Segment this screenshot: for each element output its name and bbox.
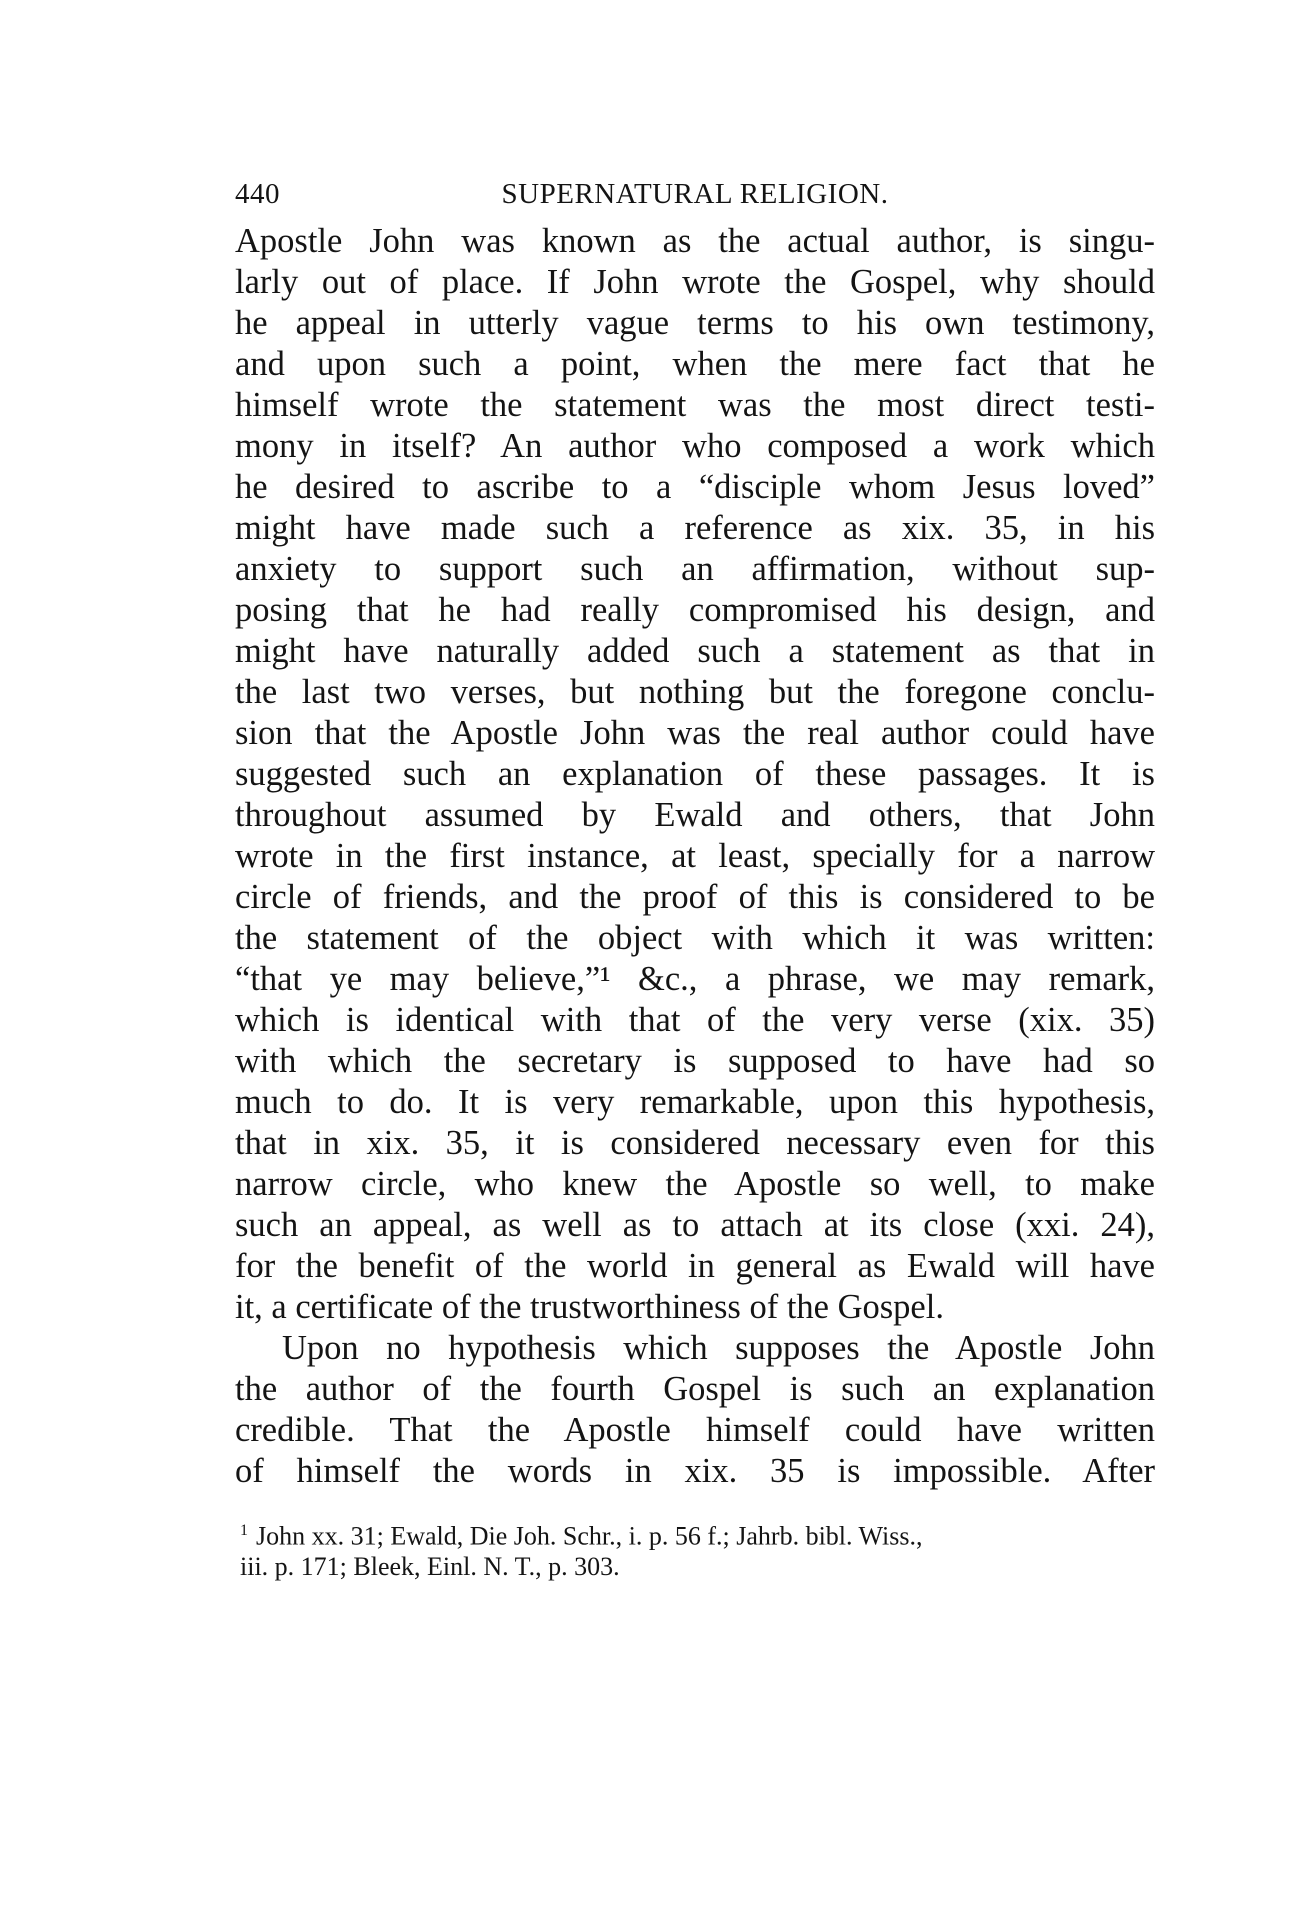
text-line: Upon no hypothesis which supposes the Apostle John [282, 1329, 1155, 1367]
footnote-mark: 1 [240, 1522, 248, 1539]
text-line: for the benefit of the world in general as Ewald will have [235, 1247, 1155, 1285]
text-line: suggested such an explanation of these passages. It is [235, 755, 1155, 793]
text-line: himself wrote the statement was the most direct testi- [235, 386, 1155, 424]
text-line: he appeal in utterly vague terms to his own testimony, [235, 304, 1155, 342]
text-line: larly out of place. If John wrote the Gospel, why should [235, 263, 1155, 301]
text-line: the author of the fourth Gospel is such an explanation [235, 1370, 1155, 1408]
text-line: anxiety to support such an affirmation, without sup- [235, 550, 1155, 588]
text-line: credible. That the Apostle himself could have written [235, 1411, 1155, 1449]
text-line: that in xix. 35, it is considered necessary even for this [235, 1124, 1155, 1162]
text-line: the statement of the object with which it was written: [235, 919, 1155, 957]
text-line: which is identical with that of the very verse (xix. 35) [235, 1001, 1155, 1039]
text-line: wrote in the first instance, at least, specially for a narrow [235, 837, 1155, 875]
text-line: such an appeal, as well as to attach at its close (xxi. 24), [235, 1206, 1155, 1244]
page-header [235, 178, 1155, 218]
text-line: might have made such a reference as xix. 35, in his [235, 509, 1155, 547]
text-line: much to do. It is very remarkable, upon this hypothesis, [235, 1083, 1155, 1121]
text-line: throughout assumed by Ewald and others, that John [235, 796, 1155, 834]
text-line: Apostle John was known as the actual author, is singu- [235, 222, 1155, 260]
text-line: posing that he had really compromised his design, and [235, 591, 1155, 629]
footnote-text: John xx. 31; Ewald, Die Joh. Schr., i. p. 56 f.; Jahrb. bibl. Wiss., [256, 1521, 923, 1551]
footnote-line: iii. p. 171; Bleek, Einl. N. T., p. 303. [240, 1552, 620, 1581]
text-line: circle of friends, and the proof of this is considered to be [235, 878, 1155, 916]
running-title: SUPERNATURAL RELIGION. [501, 178, 889, 210]
text-line: narrow circle, who knew the Apostle so well, to make [235, 1165, 1155, 1203]
text-line: and upon such a point, when the mere fact that he [235, 345, 1155, 383]
text-line: of himself the words in xix. 35 is impossible. After [235, 1452, 1155, 1490]
text-line: “that ye may believe,”¹ &c., a phrase, we may remark, [235, 960, 1155, 998]
text-line: it, a certificate of the trustworthiness of the Gospel. [235, 1288, 944, 1326]
text-line: might have naturally added such a statement as that in [235, 632, 1155, 670]
text-line: sion that the Apostle John was the real author could have [235, 714, 1155, 752]
page-number: 440 [235, 178, 280, 210]
text-line: mony in itself? An author who composed a work which [235, 427, 1155, 465]
text-line: he desired to ascribe to a “disciple whom Jesus loved” [235, 468, 1155, 506]
text-line: with which the secretary is supposed to have had so [235, 1042, 1155, 1080]
text-line: the last two verses, but nothing but the foregone conclu- [235, 673, 1155, 711]
footnote-line [240, 1513, 1155, 1549]
